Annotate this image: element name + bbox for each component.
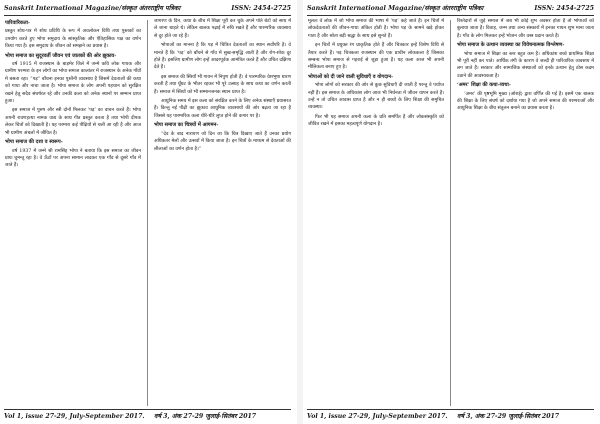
page-footer — [4, 412, 291, 422]
body-paragraph: भोपाओं का मानना है कि पड़ में चित्रित देवताओं का स्थान सर्वोपरि है। वे मानते हैं कि ‘पड़’ को बाँचने से गाँव में सुख-समृद्धि आती है और रोग-शोक दूर होते हैं। इसलिए ग्रामीण लोग इन्हें आदरपूर्वक आमंत्रित करते हैं और उचित दक्षिणा देते हैं। — [154, 43, 291, 71]
body-paragraph: जागरण के दिन, कथा के बीच में शिक्षा पूरी कर चुके अपने पोते बेटों को साथ में ले जाना चाहते थे। लेकिन बालक पढ़ाई में रुचि रखते हैं और पारम्परिक व्यवसाय से दूर होते जा रहे हैं। — [154, 19, 291, 39]
body-paragraph: भोपा लोगों को सरकार की ओर से कुछ सुविधाएँ दी जाती हैं परन्तु वे पर्याप्त नहीं हैं। इस समाज के अधिकांश लोग आज भी निर्धनता में जीवन यापन करते हैं। उन्हें न तो उचित आवास प्राप्त है और न ही बच्चों के लिए शिक्षा की समुचित व्यवस्था। — [308, 83, 444, 111]
page-header — [4, 3, 291, 14]
body-paragraph: भोपा समाज में शिक्षा का स्तर बहुत कम है। अधिकांश बच्चे प्राथमिक शिक्षा भी पूरी नहीं कर पाते। आर्थिक तंगी के कारण वे जल्दी ही पारिवारिक व्यवसाय में लग जाते हैं। सरकार और सामाजिक संस्थाओं को इनके उत्थान हेतु ठोस कदम उठाने की आवश्यकता है। — [457, 51, 594, 79]
header-rule — [307, 15, 594, 16]
section-heading: पारिवारिकता- — [5, 20, 30, 26]
body-paragraph: इस समाज में पुरुष और स्त्री दोनों मिलकर ‘पड़’ का वाचन करते हैं। भोपा अपनी रावणहत्था नामक वाद्य के साथ गीत प्रस्तुत करता है तथा भोपी दीपक लेकर चित्रों को दिखाती है। यह परम्परा कई पीढ़ियों से चली आ रही है और आज भी ग्रामीण अंचलों में जीवित है। — [5, 108, 141, 136]
right-page — [303, 0, 600, 424]
body-paragraph: आधुनिक समय में इस कला को संरक्षित करने के लिए अनेक संस्थाएँ प्रयासरत हैं। किन्तु नई पीढ़ी का झुकाव आधुनिक व्यवसायों की ओर बढ़ता जा रहा है जिससे यह पारम्परिक कला धीरे-धीरे लुप्त होने की कगार पर है। — [154, 99, 291, 119]
section-heading: भोपा समाज का सुदूरवर्ती जीवन एवं जातकों की ओर झुकाव- — [5, 52, 117, 59]
body-paragraph: ‘अमर’ की पृष्ठभूमि मुख्य (ओराई) द्वारा वर्णित की गई है। इसमें एक बालक की शिक्षा के लिए संघर्ष को दर्शाया गया है जो अपने समाज की परम्पराओं और आधुनिक शिक्षा के बीच संतुलन बनाने का प्रयास करता है। — [457, 91, 594, 112]
body-paragraph: रिश्तेदारों से जुड़े समाज में जब भी कोई शुभ अवसर होता है तो भोपाओं को बुलाया जाता है। विवाह, जन्म तथा अन्य संस्कारों में इनका गायन शुभ माना जाता है। गाँव के लोग मिलकर इन्हें भोजन और वस्त्र प्रदान करते हैं। — [457, 19, 594, 39]
volume-label: Vol 1, issue 27-29, July-September 2017. — [4, 413, 145, 420]
right-page-column-2 — [457, 18, 594, 406]
body-paragraph: मूलतः वे लोक में जो भोपा समाज की भाषा में ‘पड़’ कहे जाते हैं। इन चित्रों में लोकदेवताओं की जीवन-गाथा अंकित होती है। भोपा पड़ के सामने खड़े होकर गाता है और श्रोता बड़ी श्रद्धा के साथ इसे सुनते हैं। — [308, 19, 444, 39]
journal-title: Sanskrit International Magazine/संस्कृत अंतरराष्ट्रीय पत्रिका — [4, 5, 181, 12]
body-paragraph: इन चित्रों में प्रयुक्त रंग प्राकृतिक होते हैं और चित्रकार इन्हें विशेष विधि से तैयार करते हैं। पड़ चित्रकला राजस्थान की एक प्राचीन लोककला है जिसका सम्बन्ध भोपा समाज से गहराई से जुड़ा हुआ है। यह कला आज भी अपनी मौलिकता बनाए हुए है। — [308, 43, 444, 71]
hindi-volume-label: वर्ष 3, अंक 27-29 जुलाई-सितंबर 2017 — [457, 413, 560, 420]
column-divider — [147, 20, 148, 406]
volume-label: Vol 1, issue 27-29, July-September 2017. — [307, 413, 448, 420]
section-heading: भोपा समाज का चित्रयों में आगमन- — [154, 122, 219, 129]
journal-title: Sanskrit International Magazine/संस्कृत अंतरराष्ट्रीय पत्रिका — [307, 5, 484, 12]
body-paragraph: वर्ष 1937 में जन्मे श्री रामसिंह भोपा ने बताया कि इस समाज का जीवन प्रायः घुमन्तू रहा है। वे ऊँटों पर अपना सामान लादकर एक गाँव से दूसरे गाँव में जाते हैं। — [5, 148, 141, 169]
left-page — [0, 0, 297, 424]
body-paragraph: वर्ष 1915 में राजस्थान के बाड़मेर जिले में जन्मे कवि लोक गायक और ग्रामीण परम्परा के इन लोगों का भोपा समाज कालांतर में राजस्थान के अनेक गाँवों में बसता रहा। “पड़” बाँचना इनका पुश्तैनी व्यवसाय है जिसमें देवताओं की कथा को गाया और नाचा जाता है। भोपा समाज के लोग अपनी पहचान को सुरक्षित रखने हेतु सदैव संघर्षरत रहे और उनकी कला को अनेक स्थानों पर सम्मान प्राप्त हुआ। — [5, 62, 141, 105]
issn-label: ISSN: 2454-2725 — [231, 5, 291, 12]
header-rule — [4, 15, 291, 16]
left-page-column-1 — [5, 18, 141, 406]
page-footer — [307, 412, 594, 422]
section-heading: भोपा समाज के उत्थान व्यवस्था का विवेचनात्मक विश्लेषण- — [457, 42, 565, 49]
issn-label: ISSN: 2454-2725 — [534, 5, 594, 12]
section-heading: ‘अमर’ शिक्षा की कथा-व्यथा- — [457, 82, 511, 89]
body-paragraph: “देव के बाद नारायण जो दिन जा कि चित्र दिखाए जाते हैं उनका प्रयोग अधिकतर मेलों और उत्सवों में किया जाता है। इन चित्रों के माध्यम से देवताओं की लीलाओं का वर्णन होता है।” — [154, 131, 291, 152]
column-divider — [450, 20, 451, 406]
hindi-volume-label: वर्ष 3, अंक 27-29 जुलाई-सितंबर 2017 — [154, 413, 257, 420]
section-heading: भोपाओं को दी जाने वाली सुविधाएँ व योगदान- — [308, 73, 394, 80]
footer-rule — [307, 409, 594, 410]
footer-rule — [4, 409, 291, 410]
body-paragraph: प्रस्तुत शोध-पत्र में शोध प्रविधि के रूप में अवलोकन विधि तथा पुस्तकों का उपयोग करते हुए भोपा समुदाय के सांस्कृतिक और ऐतिहासिक पक्ष का वर्णन किया गया है। इस समुदाय के जीवन को समझने का प्रयास है। — [5, 29, 141, 50]
body-paragraph: फिर भी यह समाज अपनी कला के प्रति समर्पित है और लोकसंस्कृति को जीवित रखने में इसका महत्वपूर्ण योगदान है। — [308, 114, 444, 128]
left-page-column-2 — [154, 18, 291, 406]
right-page-column-1 — [308, 18, 444, 406]
section-heading: भोपा समाज की दशा व स्वरूप- — [5, 139, 63, 146]
page-header — [307, 3, 594, 14]
body-paragraph: इस समाज की स्त्रियाँ भी गायन में निपुण होती हैं। वे पारम्परिक वेशभूषा धारण करती हैं तथा घूँघट के भीतर रहकर भी पूरे उत्साह के साथ कथा का वर्णन करती हैं। समाज में स्त्रियों को भी सम्मानजनक स्थान प्राप्त है। — [154, 74, 291, 95]
